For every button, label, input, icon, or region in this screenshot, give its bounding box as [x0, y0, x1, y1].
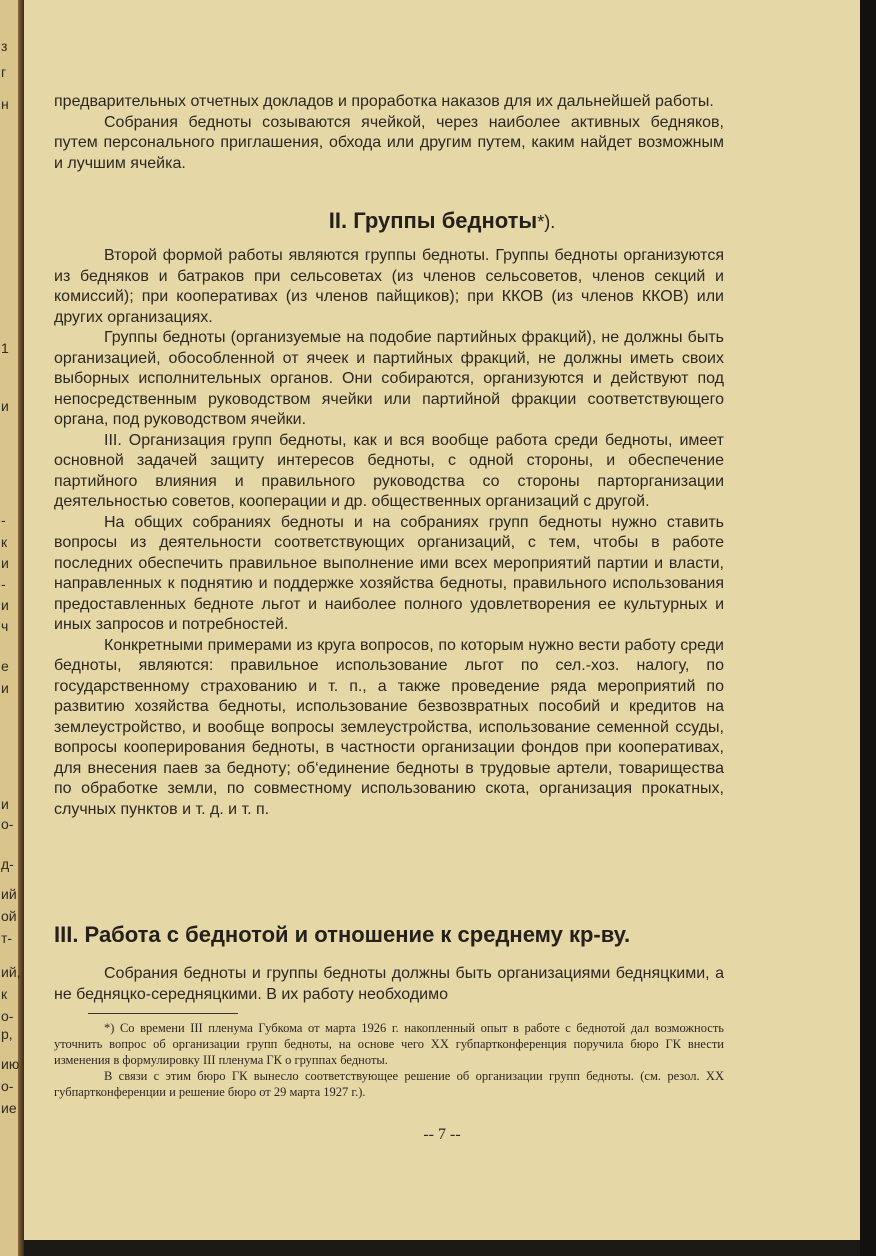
left-fragment: р,	[1, 1026, 13, 1042]
left-fragment: -	[1, 576, 6, 592]
section-body	[54, 964, 724, 1005]
paragraph: предварительных отчетных докладов и проработка наказов для их дальнейшей работы.	[54, 93, 714, 110]
page-shadow-edge	[860, 0, 876, 1256]
left-fragment: о-	[1, 816, 14, 832]
left-fragment: и	[1, 796, 9, 812]
left-fragment: н	[1, 96, 9, 112]
left-fragment: г	[1, 64, 7, 80]
paragraph: Второй формой работы являются группы бедноты. Группы бедноты организуются из бедняков и батраков при сельсоветах (из членов сельсоветов, членов секций и комиссий); при кооперативах (из членов пайщиков); при ККОВ (из членов ККОВ) или других организациях.	[54, 247, 724, 326]
left-fragment: о-	[1, 1078, 14, 1094]
adjacent-page-edge	[0, 0, 24, 1256]
paragraph: Собрания бедноты созываются ячейкой, через наиболее активных бедняков, путем персонального приглашения, обхода или другим путем, каким найдет возможным и лучшим ячейка.	[54, 113, 724, 172]
left-fragment: ие	[1, 1100, 17, 1116]
section-title: II. Группы бедноты	[328, 208, 538, 233]
footnotes	[54, 1020, 724, 1100]
left-fragment: и	[1, 680, 9, 696]
paragraph: Собрания бедноты и группы бедноты должны быть организациями бедняцкими, а не бедняцко-середняцкими. В их работу необходимо	[54, 965, 724, 1003]
document-page	[24, 0, 860, 1240]
left-fragment: е	[1, 658, 9, 674]
section-heading: III. Работа с беднотой и отношение к среднему кр-ву.	[54, 922, 631, 947]
left-fragment: 1	[1, 340, 9, 356]
left-fragment: к	[1, 534, 8, 550]
left-fragment: з	[1, 38, 8, 54]
left-fragment: и	[1, 555, 9, 571]
left-fragment: ой	[1, 908, 17, 924]
left-fragment: о-	[1, 1008, 14, 1024]
left-fragment: д-	[1, 856, 14, 872]
footnote: В связи с этим бюро ГК вынесло соответствующее решение об организации групп бедноты. (см. резол. XX губпартконференции и решение бюро от 29 марта 1927 г.).	[54, 1069, 724, 1099]
paragraph: III. Организация групп бедноты, как и вся вообще работа среди бедноты, имеет основной задачей защиту интересов бедноты, с одной стороны, и обеспечение партийного влияния и правильного руководства со стороны парторганизации деятельностью советов, кооперации и др. общественных организаций с другой.	[54, 431, 724, 510]
section-heading	[24, 208, 860, 234]
footnote-divider	[88, 1013, 238, 1014]
left-fragment: и	[1, 597, 9, 613]
paragraph: Конкретными примерами из круга вопросов, по которым нужно вести работу среди бедноты, являются: правильное использование льгот по сел.-хоз. налогу, по государственному страхованию и т. п., а также проведение ряда мероприятий по развитию хозяйства бедноты, использование безвозвратных пособий и кредитов на землеустройство, и вообще вопросы землеустройства, использование семенной ссуды, вопросы кооперирования бедноты, в частности организации фондов при кооперативах, для внесения паев за бедноту; об‘единение бедноты в трудовые артели, товарищества по обработке земли, по совместному использованию скота, организация прокатных, случных пунктов и т. д. и т. п.	[54, 636, 724, 818]
left-fragment: и	[1, 398, 9, 414]
page-number: -- 7 --	[423, 1126, 461, 1143]
footnote: *) Со времени III пленума Губкома от марта 1926 г. накопленный опыт в работе с беднотой дал возможность уточнить вопрос об организации групп бедноты, на основе чего XX губпартконференция поручила бюро ГК внести изменения в формулировку III пленума ГК о группах бедноты.	[54, 1021, 724, 1067]
left-fragment: ий	[1, 886, 17, 902]
left-fragment: т-	[1, 930, 13, 946]
paragraph: Группы бедноты (организуемые на подобие партийных фракций), не должны быть организацией, обособленной от ячеек и партийных фракций, не должны иметь своих выборных исполнительных органов. Они собираются, организуются и действуют под непосредственным руководством ячейки или партийной фракции соответствующего органа, под руководством ячейки.	[54, 329, 724, 428]
intro-text	[54, 92, 724, 174]
left-fragment: ию	[1, 1056, 20, 1072]
footnote-mark: *).	[537, 212, 556, 232]
left-fragment: к	[1, 986, 8, 1002]
left-fragment: ч	[1, 618, 9, 634]
paragraph: На общих собраниях бедноты и на собраниях групп бедноты нужно ставить вопросы из деятельности соответствующих организаций, с тем, чтобы в работе последних обеспечить правильное выполнение ими всех мероприятий партии и власти, направленных к поднятию и поддержке хозяйства бедноты, правильного использования предоставленных бедноте льгот и наиболее полного удовлетворения ее культурных и иных запросов и потребностей.	[54, 513, 724, 633]
left-fragment: -	[1, 512, 6, 528]
left-fragment: ий,	[1, 964, 21, 980]
section-body	[54, 246, 724, 820]
